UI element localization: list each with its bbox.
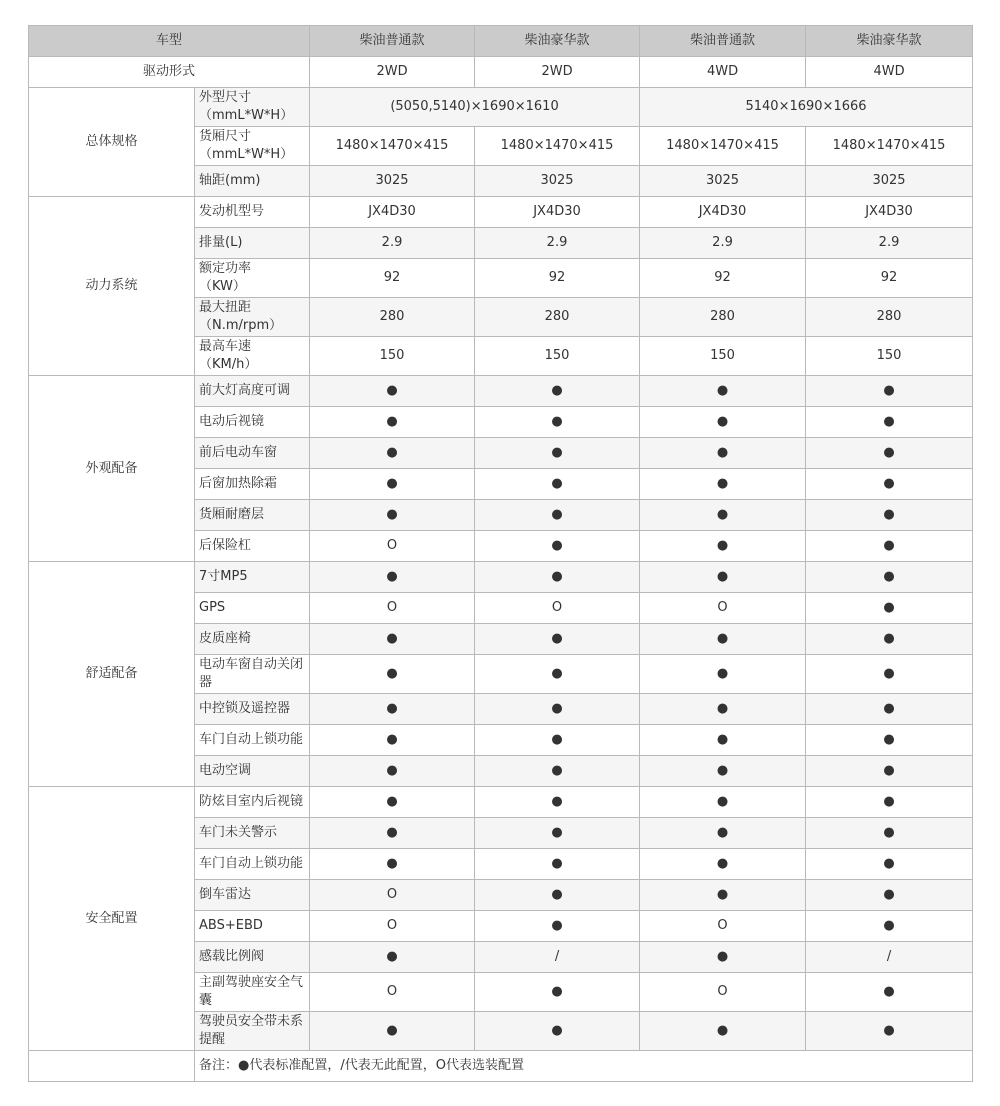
legend-note: 备注：●代表标准配置，/代表无此配置，O代表选装配置 bbox=[195, 1051, 973, 1082]
cell-value: 280 bbox=[475, 298, 640, 337]
cell-value: ● bbox=[640, 469, 806, 500]
cell-value: 2.9 bbox=[475, 228, 640, 259]
cell-value: ● bbox=[640, 756, 806, 787]
cell-value: 2.9 bbox=[640, 228, 806, 259]
feature-label: 感载比例阀 bbox=[195, 942, 310, 973]
cell-value: ● bbox=[640, 438, 806, 469]
feature-label: 车门未关警示 bbox=[195, 818, 310, 849]
cell-value: ● bbox=[806, 694, 973, 725]
model-header: 柴油普通款 bbox=[310, 26, 475, 57]
feature-label-line: （KW） bbox=[199, 279, 246, 294]
feature-label bbox=[195, 973, 310, 1012]
feature-label bbox=[195, 127, 310, 166]
cell-value: O bbox=[310, 593, 475, 624]
feature-label: 电动后视镜 bbox=[195, 407, 310, 438]
cell-value: ● bbox=[806, 469, 973, 500]
cell-value: ● bbox=[475, 756, 640, 787]
cell-value: ● bbox=[806, 562, 973, 593]
feature-label: 发动机型号 bbox=[195, 197, 310, 228]
cell-value: O bbox=[640, 593, 806, 624]
feature-label-line: 驾驶员安全带未系 bbox=[199, 1014, 304, 1029]
cell-value: ● bbox=[310, 1012, 475, 1051]
cell-value: ● bbox=[475, 531, 640, 562]
cell-value: ● bbox=[310, 756, 475, 787]
feature-label bbox=[195, 1012, 310, 1051]
cell-value: ● bbox=[475, 500, 640, 531]
cell-value: 1480×1470×415 bbox=[806, 127, 973, 166]
note-row bbox=[29, 1051, 973, 1082]
table-row bbox=[29, 197, 973, 228]
cell-value: ● bbox=[475, 624, 640, 655]
feature-label: 中控锁及遥控器 bbox=[195, 694, 310, 725]
cell-value: ● bbox=[640, 818, 806, 849]
cell-value: ● bbox=[475, 376, 640, 407]
feature-label-line: （mmL*W*H） bbox=[199, 147, 294, 162]
cell-value: O bbox=[310, 880, 475, 911]
feature-label: 倒车雷达 bbox=[195, 880, 310, 911]
cell-value: O bbox=[640, 911, 806, 942]
cell-value: ● bbox=[806, 531, 973, 562]
vehicle-spec-table bbox=[28, 25, 973, 1082]
cell-value: ● bbox=[806, 818, 973, 849]
cell-value: ● bbox=[640, 1012, 806, 1051]
cell-value: ● bbox=[475, 655, 640, 694]
cell-value: ● bbox=[475, 787, 640, 818]
feature-label: 轴距(mm) bbox=[195, 166, 310, 197]
feature-label-line: 提醒 bbox=[199, 1032, 226, 1047]
cell-value: 1480×1470×415 bbox=[475, 127, 640, 166]
cell-value: ● bbox=[475, 725, 640, 756]
feature-label: GPS bbox=[195, 593, 310, 624]
cell-value: ● bbox=[640, 376, 806, 407]
cell-value: ● bbox=[806, 973, 973, 1012]
cell-value: ● bbox=[640, 562, 806, 593]
feature-label-line: 最高车速 bbox=[199, 339, 252, 354]
feature-label-line: （KM/h） bbox=[199, 357, 258, 372]
cell-value: ● bbox=[310, 818, 475, 849]
cell-value: 92 bbox=[310, 259, 475, 298]
feature-label bbox=[195, 655, 310, 694]
header-corner: 车型 bbox=[29, 26, 310, 57]
cell-value: 2WD bbox=[310, 57, 475, 88]
feature-label: 货厢耐磨层 bbox=[195, 500, 310, 531]
cell-value: ● bbox=[806, 756, 973, 787]
cell-value: ● bbox=[806, 500, 973, 531]
feature-label bbox=[195, 259, 310, 298]
feature-label: 车门自动上锁功能 bbox=[195, 849, 310, 880]
feature-label-line: （N.m/rpm） bbox=[199, 318, 283, 333]
table-row bbox=[29, 57, 973, 88]
cell-value: ● bbox=[475, 407, 640, 438]
model-header: 柴油豪华款 bbox=[475, 26, 640, 57]
cell-value: 92 bbox=[475, 259, 640, 298]
table-row bbox=[29, 562, 973, 593]
cell-value: ● bbox=[806, 880, 973, 911]
cell-value: ● bbox=[475, 973, 640, 1012]
drive-label: 驱动形式 bbox=[29, 57, 310, 88]
cell-value: ● bbox=[806, 438, 973, 469]
cell-value: / bbox=[475, 942, 640, 973]
cell-value: ● bbox=[806, 655, 973, 694]
cell-value: 150 bbox=[475, 337, 640, 376]
cell-value: ● bbox=[640, 624, 806, 655]
cell-value: 1480×1470×415 bbox=[640, 127, 806, 166]
cell-value: ● bbox=[640, 531, 806, 562]
feature-label: 皮质座椅 bbox=[195, 624, 310, 655]
cell-value: 3025 bbox=[475, 166, 640, 197]
cell-value: ● bbox=[806, 787, 973, 818]
table-row bbox=[29, 88, 973, 127]
feature-label: 后保险杠 bbox=[195, 531, 310, 562]
cell-value: ● bbox=[310, 469, 475, 500]
cell-value: ● bbox=[310, 694, 475, 725]
cell-value: / bbox=[806, 942, 973, 973]
cell-value: O bbox=[310, 973, 475, 1012]
cell-value: 4WD bbox=[640, 57, 806, 88]
cell-value: ● bbox=[310, 787, 475, 818]
cell-value: 3025 bbox=[640, 166, 806, 197]
cell-value: ● bbox=[475, 911, 640, 942]
feature-label: 防炫目室内后视镜 bbox=[195, 787, 310, 818]
feature-label-line: 电动车窗自动关闭 bbox=[199, 657, 304, 672]
feature-label: 前后电动车窗 bbox=[195, 438, 310, 469]
feature-label: 后窗加热除霜 bbox=[195, 469, 310, 500]
group-label: 总体规格 bbox=[29, 88, 195, 197]
cell-value: ● bbox=[310, 624, 475, 655]
table-row bbox=[29, 376, 973, 407]
cell-value: 92 bbox=[806, 259, 973, 298]
feature-label-line: 额定功率 bbox=[199, 261, 252, 276]
feature-label: 车门自动上锁功能 bbox=[195, 725, 310, 756]
cell-value: ● bbox=[475, 438, 640, 469]
cell-value: ● bbox=[806, 593, 973, 624]
cell-value: ● bbox=[475, 562, 640, 593]
cell-value: ● bbox=[475, 1012, 640, 1051]
cell-value: ● bbox=[310, 500, 475, 531]
feature-label: 7寸MP5 bbox=[195, 562, 310, 593]
cell-value: 92 bbox=[640, 259, 806, 298]
feature-label bbox=[195, 88, 310, 127]
cell-value: 150 bbox=[310, 337, 475, 376]
cell-value: ● bbox=[806, 407, 973, 438]
feature-label-line: 外型尺寸 bbox=[199, 90, 252, 105]
cell-value: O bbox=[310, 911, 475, 942]
cell-value: 2.9 bbox=[806, 228, 973, 259]
header-row bbox=[29, 26, 973, 57]
group-label: 安全配置 bbox=[29, 787, 195, 1051]
group-label: 外观配备 bbox=[29, 376, 195, 562]
cell-value: O bbox=[310, 531, 475, 562]
cell-value: ● bbox=[310, 438, 475, 469]
cell-value: ● bbox=[310, 376, 475, 407]
cell-value: O bbox=[475, 593, 640, 624]
cell-value: 280 bbox=[640, 298, 806, 337]
cell-value: ● bbox=[806, 849, 973, 880]
cell-value: ● bbox=[640, 694, 806, 725]
cell-value: ● bbox=[475, 849, 640, 880]
cell-value: ● bbox=[475, 469, 640, 500]
cell-value: ● bbox=[475, 818, 640, 849]
cell-value: ● bbox=[640, 725, 806, 756]
feature-label bbox=[195, 337, 310, 376]
cell-value: ● bbox=[640, 407, 806, 438]
group-label: 动力系统 bbox=[29, 197, 195, 376]
cell-value: O bbox=[640, 973, 806, 1012]
feature-label-line: 器 bbox=[199, 675, 213, 690]
feature-label-line: （mmL*W*H） bbox=[199, 108, 294, 123]
cell-value: ● bbox=[310, 725, 475, 756]
cell-value: 5140×1690×1666 bbox=[640, 88, 973, 127]
feature-label: ABS+EBD bbox=[195, 911, 310, 942]
cell-value: ● bbox=[310, 942, 475, 973]
note-spacer bbox=[29, 1051, 195, 1082]
cell-value: ● bbox=[806, 624, 973, 655]
cell-value: ● bbox=[640, 500, 806, 531]
feature-label-line: 最大扭距 bbox=[199, 300, 252, 315]
cell-value: ● bbox=[640, 849, 806, 880]
cell-value: ● bbox=[310, 562, 475, 593]
cell-value: (5050,5140)×1690×1610 bbox=[310, 88, 640, 127]
cell-value: 1480×1470×415 bbox=[310, 127, 475, 166]
cell-value: ● bbox=[310, 849, 475, 880]
cell-value: ● bbox=[806, 911, 973, 942]
cell-value: ● bbox=[310, 407, 475, 438]
table-row bbox=[29, 787, 973, 818]
cell-value: ● bbox=[475, 694, 640, 725]
model-header: 柴油豪华款 bbox=[806, 26, 973, 57]
cell-value: ● bbox=[806, 376, 973, 407]
cell-value: JX4D30 bbox=[475, 197, 640, 228]
model-header: 柴油普通款 bbox=[640, 26, 806, 57]
cell-value: ● bbox=[806, 725, 973, 756]
cell-value: ● bbox=[310, 655, 475, 694]
feature-label-line: 货厢尺寸 bbox=[199, 129, 252, 144]
group-label: 舒适配备 bbox=[29, 562, 195, 787]
cell-value: JX4D30 bbox=[640, 197, 806, 228]
feature-label-line: 囊 bbox=[199, 993, 213, 1008]
cell-value: 2.9 bbox=[310, 228, 475, 259]
feature-label: 电动空调 bbox=[195, 756, 310, 787]
cell-value: JX4D30 bbox=[310, 197, 475, 228]
cell-value: ● bbox=[640, 787, 806, 818]
cell-value: JX4D30 bbox=[806, 197, 973, 228]
cell-value: 150 bbox=[640, 337, 806, 376]
cell-value: ● bbox=[640, 655, 806, 694]
cell-value: ● bbox=[806, 1012, 973, 1051]
cell-value: 3025 bbox=[806, 166, 973, 197]
cell-value: ● bbox=[475, 880, 640, 911]
cell-value: 2WD bbox=[475, 57, 640, 88]
cell-value: 3025 bbox=[310, 166, 475, 197]
cell-value: ● bbox=[640, 942, 806, 973]
cell-value: 280 bbox=[310, 298, 475, 337]
cell-value: 280 bbox=[806, 298, 973, 337]
cell-value: 4WD bbox=[806, 57, 973, 88]
cell-value: ● bbox=[640, 880, 806, 911]
feature-label bbox=[195, 298, 310, 337]
feature-label-line: 主副驾驶座安全气 bbox=[199, 975, 304, 990]
cell-value: 150 bbox=[806, 337, 973, 376]
feature-label: 前大灯高度可调 bbox=[195, 376, 310, 407]
feature-label: 排量(L) bbox=[195, 228, 310, 259]
